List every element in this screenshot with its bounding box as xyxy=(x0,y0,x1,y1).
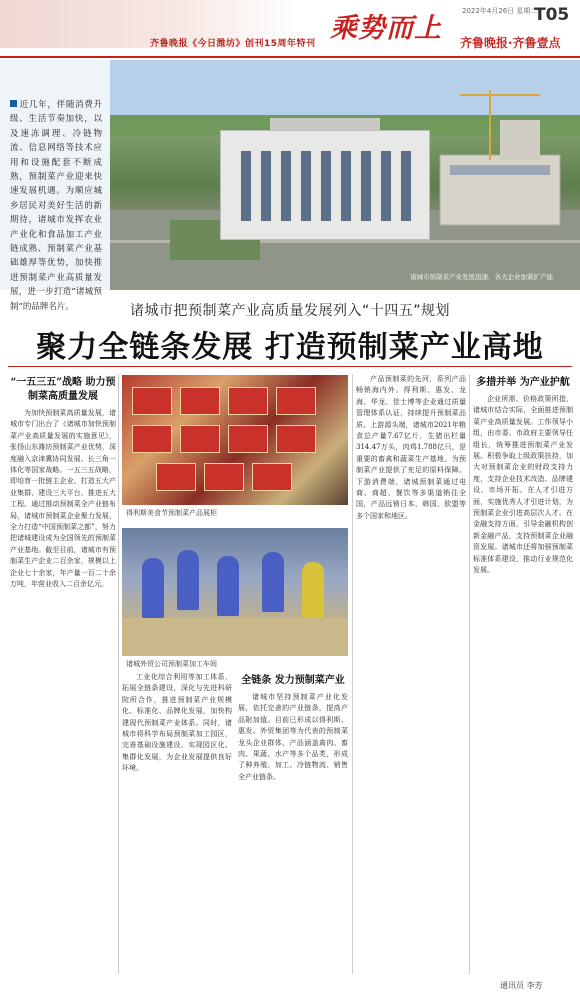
masthead-tagline: 齐鲁晚报《今日潍坊》创刊15周年特刊 xyxy=(150,39,316,49)
section-title-measures: 多措并举 为产业护航 xyxy=(476,377,570,388)
masthead-slogan: 乘势而上 xyxy=(330,13,442,44)
column-3-text: 产品预制菜的先河，系列产品畅销海内外。得利斯、惠发、龙海、华龙、佳士博等企业通过质量管理体系认证，持续提升预制菜品质。上游源头端，诸城市2021年粮食总产量7.67亿斤，生猪出栏量314.47万头，肉鸡1.788亿只，是重要的畜禽和蔬菜生产基地，为预制菜产业提供了充足的原料保障。下游消费端，诸城预制菜通过电商、商超、餐饮等多渠道销往全国，产品远销日本、韩国、欧盟等多个国家和地区。 xyxy=(356,375,466,520)
masthead-rule xyxy=(0,56,580,58)
bullet-square-icon xyxy=(10,100,17,107)
article-column-2b xyxy=(238,672,348,972)
column-divider xyxy=(352,374,353,974)
section-text-strategy: 为加快预制菜高质量发展，诸城市专门出台了《诸城市加快预制菜产业高质量发展的实施意见》，张扬山东潍坊预制菜产业优势，深度融入京津冀协同发展、长三角一体化等国家战略。一五三五战略，即培育一批链主企业、打造五大产业集群、建设三大平台、推进五大工程。通过推动预制菜全产业链布局，诸城市预制菜企业聚力发展，全力打造“中国预制菜之都”，努力把诸城建设成为全国领先的预制菜产业基地。截至目前，诸城市有预制菜生产企业二百余家，规模以上企业七十余家，年产量一百二十余万吨，年营业收入二百余亿元。 xyxy=(10,409,116,589)
masthead xyxy=(0,0,580,58)
section-title-strategy: “一五三五”战略 助力预制菜高质量发展 xyxy=(10,377,116,402)
office-building xyxy=(220,130,430,240)
photo1-caption: 得利斯美食节预制菜产品展柜 xyxy=(126,509,217,517)
brand-logo: 齐鲁晚报·齐鲁壹点 xyxy=(460,36,561,50)
byline: 通讯员 李芳 xyxy=(500,981,543,990)
section-text-measures: 企业所需、价格政策所指，诸城市结合实际，全面推进预制菜产业高质量发展。工作领导小组，由市委、市政府主要领导任组长，统筹推进预制菜产业发展。积极争取上级政策扶持，加大对预制菜企业的财政支持力度，支持企业技术改造、品牌建设、市场开拓。在人才引进方面，实施优秀人才引进计划，为预制菜企业引进高层次人才。在金融支持方面，引导金融机构创新金融产品，支持预制菜企业融资发展。诸城市还将加强预制菜标准体系建设，推动行业规范化发展。 xyxy=(473,395,573,575)
lead-text: 近几年，伴随消费升级、生活节奏加快，以及速冻调理、冷链物流、信息网络等技术应用和设施配套不断成熟，预制菜产业迎来快速发展机遇。为顺应城乡居民对美好生活的新期待，诸城市发挥农业产业化和食品加工产业链成熟、预制菜产业基础雄厚等优势，加快推进预制菜产业高质量发展，进一步打造“诸城预制”的品牌名片。 xyxy=(10,100,102,312)
article-column-4 xyxy=(473,374,573,974)
sub-headline: 诸城市把预制菜产业高质量发展列入“十四五”规划 xyxy=(129,303,450,319)
article-column-1 xyxy=(10,374,116,974)
column-2-text: 工业化综合利用等加工体系，拓展全链条建设，深化与先进科研院所合作，推进预制菜产业规模化、标准化、品牌化发展，加快构建现代预制菜产业体系。同时，诸城市将科学布局预制菜加工园区，完善基础设施建设，实现园区化、集群化发展，为企业发展提供良好环境。 xyxy=(122,673,232,773)
hero-caption: 诸城市预制菜产业发展迅速，各大企业加紧扩产能 xyxy=(410,273,553,281)
headline-rule xyxy=(8,366,572,367)
lead-paragraph xyxy=(0,60,110,312)
column-divider xyxy=(469,374,470,974)
photo2-caption: 诸城外贸公司预制菜加工车间 xyxy=(126,660,217,668)
section-title-chain: 全链条 发力预制菜产业 xyxy=(241,675,345,686)
section-text-chain: 诸城市坚持预制菜产业化发展，依托完善的产业链条，提高产品附加值。目前已形成以得利斯、惠发、外贸集团等为代表的预制菜龙头企业群体，产品涵盖禽肉、畜肉、果蔬、水产等多个品类，形成了种养殖、加工、冷链物流、销售全产业链条。 xyxy=(238,693,348,781)
column-divider xyxy=(118,374,119,974)
article-column-3 xyxy=(356,374,466,974)
article-column-2 xyxy=(122,672,232,972)
hero-photo xyxy=(110,60,580,290)
processing-workshop-photo xyxy=(122,528,348,656)
product-display-photo xyxy=(122,375,348,505)
main-headline: 聚力全链条发展 打造预制菜产业高地 xyxy=(36,330,544,365)
page-number: T05 xyxy=(534,5,570,25)
issue-date: 2022年4月26日 星期二 xyxy=(462,7,538,15)
